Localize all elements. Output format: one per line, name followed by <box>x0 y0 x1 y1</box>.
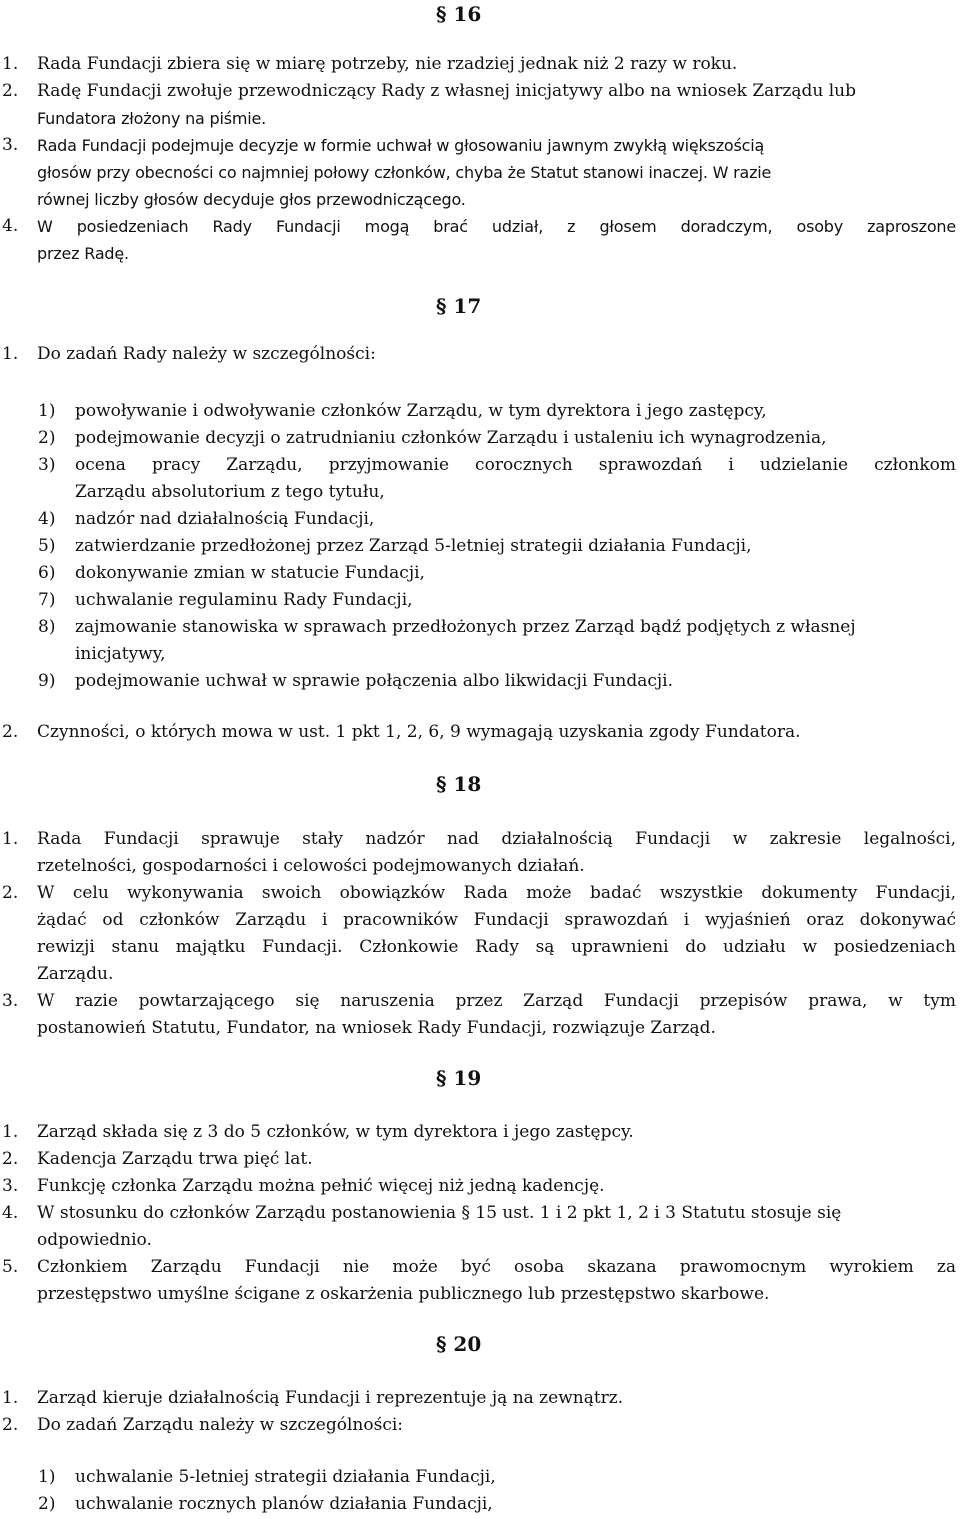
subitem-text: uchwalanie regulaminu Rady Fundacji, <box>75 590 413 610</box>
sub-list-item <box>0 1491 960 1518</box>
list-item-continuation <box>0 105 960 132</box>
subitem-number: 9) <box>38 671 56 691</box>
list-item-continuation <box>0 1227 960 1254</box>
item-text: rzetelności, gospodarności i celowości podejmowanych działań. <box>37 856 585 876</box>
list-item <box>0 826 960 853</box>
list-item <box>0 719 960 746</box>
list-item-continuation <box>0 240 960 267</box>
subitem-text: uchwalanie rocznych planów działania Fundacji, <box>75 1494 493 1514</box>
item-number: 3. <box>2 135 19 155</box>
subitem-text: nadzór nad działalnością Fundacji, <box>75 509 375 529</box>
subitem-number: 1) <box>38 401 56 421</box>
subitem-number: 2) <box>38 1494 56 1514</box>
item-text: Funkcję członka Zarządu można pełnić więcej niż jedną kadencję. <box>37 1176 605 1196</box>
sub-list-item <box>0 425 960 452</box>
subitem-text: podejmowanie uchwał w sprawie połączenia albo likwidacji Fundacji. <box>75 671 673 691</box>
item-text: Zarząd składa się z 3 do 5 członków, w tym dyrektora i jego zastępcy. <box>37 1122 634 1142</box>
item-text: Kadencja Zarządu trwa pięć lat. <box>37 1149 313 1169</box>
item-text: przestępstwo umyślne ścigane z oskarżenia publicznego lub przestępstwo skarbowe. <box>37 1284 770 1304</box>
subitem-number: 7) <box>38 590 56 610</box>
list-item <box>0 213 960 240</box>
subitem-number: 5) <box>38 536 56 556</box>
item-text: głosów przy obecności co najmniej połowy członków, chyba że Statut stanowi inaczej. W razie <box>37 163 772 182</box>
item-number: 4. <box>2 1203 19 1223</box>
item-number: 3. <box>2 1176 19 1196</box>
item-text: W stosunku do członków Zarządu postanowienia § 15 ust. 1 i 2 pkt 1, 2 i 3 Statutu stosuje się <box>37 1203 842 1223</box>
list-item-continuation <box>0 1281 960 1308</box>
subitem-text: ocena pracy Zarządu, przyjmowanie corocznych sprawozdań i udzielanie członkom <box>75 455 956 475</box>
list-item <box>0 1412 960 1439</box>
sub-list-item <box>0 560 960 587</box>
subitem-number: 8) <box>38 617 56 637</box>
list-item-continuation <box>0 1015 960 1042</box>
item-text: odpowiednio. <box>37 1230 152 1250</box>
item-number: 1. <box>2 344 19 364</box>
sub-list-item <box>0 614 960 641</box>
list-item-continuation <box>0 186 960 213</box>
sub-list-item <box>0 587 960 614</box>
item-text: W razie powtarzającego się naruszenia przez Zarząd Fundacji przepisów prawa, w tym <box>37 991 956 1011</box>
list-item <box>0 78 960 105</box>
list-item-continuation <box>0 961 960 988</box>
subitem-text: inicjatywy, <box>75 644 166 664</box>
sub-list-item <box>0 506 960 533</box>
subitem-text: dokonywanie zmian w statucie Fundacji, <box>75 563 425 583</box>
item-number: 4. <box>2 216 19 236</box>
item-text: równej liczby głosów decyduje głos przewodniczącego. <box>37 190 466 209</box>
list-item <box>0 1385 960 1412</box>
subitem-text: powoływanie i odwoływanie członków Zarządu, w tym dyrektora i jego zastępcy, <box>75 401 767 421</box>
item-text: Rada Fundacji sprawuje stały nadzór nad działalnością Fundacji w zakresie legalności, <box>37 829 956 849</box>
list-item <box>0 1119 960 1146</box>
list-item <box>0 880 960 907</box>
item-text: Rada Fundacji zbiera się w miarę potrzeby, nie rzadziej jednak niż 2 razy w roku. <box>37 54 738 74</box>
item-number: 2. <box>2 722 19 742</box>
item-number: 1. <box>2 829 19 849</box>
sub-list-item-continuation <box>0 641 960 668</box>
item-text: żądać od członków Zarządu i pracowników Fundacji sprawozdań i wyjaśnień oraz dokonywać <box>37 910 956 930</box>
item-number: 2. <box>2 81 19 101</box>
item-text: Do zadań Rady należy w szczególności: <box>37 344 376 364</box>
item-text: Czynności, o których mowa w ust. 1 pkt 1, 2, 6, 9 wymagają uzyskania zgody Fundatora. <box>37 722 801 742</box>
item-text: Zarządu. <box>37 964 114 984</box>
item-text: postanowień Statutu, Fundator, na wniosek Rady Fundacji, rozwiązuje Zarząd. <box>37 1018 716 1038</box>
subitem-number: 6) <box>38 563 56 583</box>
sub-list-item <box>0 1464 960 1491</box>
item-text: Do zadań Zarządu należy w szczególności: <box>37 1415 403 1435</box>
item-number: 2. <box>2 1415 19 1435</box>
list-item-continuation <box>0 907 960 934</box>
item-text: przez Radę. <box>37 244 129 263</box>
sub-list-item-continuation <box>0 479 960 506</box>
subitem-text: podejmowanie decyzji o zatrudnianiu członków Zarządu i ustaleniu ich wynagrodzenia, <box>75 428 827 448</box>
item-number: 1. <box>2 1388 19 1408</box>
list-item <box>0 1146 960 1173</box>
sub-list-item <box>0 452 960 479</box>
item-text: Zarząd kieruje działalnością Fundacji i reprezentuje ją na zewnątrz. <box>37 1388 624 1408</box>
item-text: Członkiem Zarządu Fundacji nie może być osoba skazana prawomocnym wyrokiem za <box>37 1257 956 1277</box>
list-item <box>0 341 960 368</box>
list-item <box>0 51 960 78</box>
section-heading-20: § 20 <box>436 1332 482 1356</box>
subitem-number: 1) <box>38 1467 56 1487</box>
list-item-continuation <box>0 159 960 186</box>
subitem-number: 3) <box>38 455 56 475</box>
sub-list-item <box>0 533 960 560</box>
subitem-text: zatwierdzanie przedłożonej przez Zarząd 5-letniej strategii działania Fundacji, <box>75 536 752 556</box>
list-item-continuation <box>0 853 960 880</box>
item-text: rewizji stanu majątku Fundacji. Członkowie Rady są uprawnieni do udziału w posiedzeniach <box>37 937 956 957</box>
list-item <box>0 132 960 159</box>
section-heading-17: § 17 <box>436 294 482 318</box>
section-heading-19: § 19 <box>436 1066 482 1090</box>
list-item <box>0 1254 960 1281</box>
item-number: 1. <box>2 54 19 74</box>
item-number: 5. <box>2 1257 19 1277</box>
item-number: 2. <box>2 883 19 903</box>
subitem-number: 4) <box>38 509 56 529</box>
subitem-text: uchwalanie 5-letniej strategii działania Fundacji, <box>75 1467 496 1487</box>
sub-list-item <box>0 668 960 695</box>
list-item <box>0 1173 960 1200</box>
item-text: W celu wykonywania swoich obowiązków Rada może badać wszystkie dokumenty Fundacji, <box>37 883 956 903</box>
item-text: Radę Fundacji zwołuje przewodniczący Rady z własnej inicjatywy albo na wniosek Zarządu lub <box>37 81 857 101</box>
section-heading-16: § 16 <box>436 2 482 26</box>
item-number: 2. <box>2 1149 19 1169</box>
item-text: Fundatora złożony na piśmie. <box>37 109 267 128</box>
item-text: W posiedzeniach Rady Fundacji mogą brać udział, z głosem doradczym, osoby zaproszone <box>37 217 956 236</box>
subitem-number: 2) <box>38 428 56 448</box>
item-number: 3. <box>2 991 19 1011</box>
item-number: 1. <box>2 1122 19 1142</box>
subitem-text: Zarządu absolutorium z tego tytułu, <box>75 482 385 502</box>
list-item <box>0 988 960 1015</box>
list-item <box>0 1200 960 1227</box>
section-heading-18: § 18 <box>436 772 482 796</box>
list-item-continuation <box>0 934 960 961</box>
subitem-text: zajmowanie stanowiska w sprawach przedłożonych przez Zarząd bądź podjętych z własnej <box>75 617 856 637</box>
item-text: Rada Fundacji podejmuje decyzje w formie uchwał w głosowaniu jawnym zwykłą większością <box>37 136 765 155</box>
sub-list-item <box>0 398 960 425</box>
